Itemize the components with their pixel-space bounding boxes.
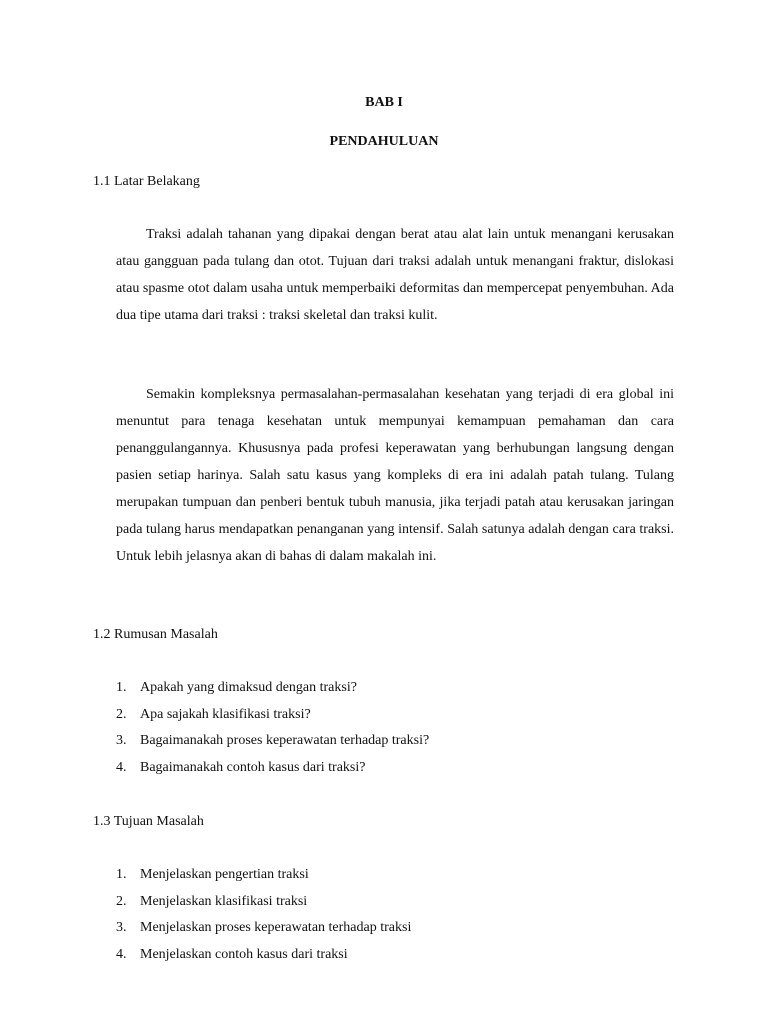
- chapter-heading: BAB I: [365, 95, 403, 110]
- chapter-title: PENDAHULUAN: [329, 134, 439, 149]
- section-heading-rumusan-masalah: 1.2 Rumusan Masalah: [93, 627, 218, 642]
- list-item: [116, 918, 411, 945]
- rumusan-masalah-list: [116, 678, 429, 784]
- tujuan-masalah-list: [116, 865, 411, 971]
- list-item-text: Apakah yang dimaksud dengan traksi?: [140, 680, 357, 695]
- list-item: [116, 945, 411, 972]
- section-heading-tujuan-masalah: 1.3 Tujuan Masalah: [93, 814, 204, 829]
- section-heading-latar-belakang: 1.1 Latar Belakang: [93, 174, 200, 189]
- list-item-text: Menjelaskan contoh kasus dari traksi: [140, 946, 348, 962]
- list-item-number: 2.: [116, 706, 127, 722]
- list-item-text: Menjelaskan proses keperawatan terhadap traksi: [140, 920, 412, 935]
- list-item: [116, 758, 429, 785]
- list-item-number: 2.: [116, 893, 127, 909]
- list-item-number: 1.: [116, 867, 127, 882]
- list-item-text: Menjelaskan pengertian traksi: [140, 867, 309, 882]
- list-item: [116, 731, 429, 758]
- list-item-number: 3.: [116, 733, 127, 748]
- list-item-number: 3.: [116, 920, 127, 935]
- list-item: [116, 678, 429, 705]
- list-item-text: Bagaimanakah contoh kasus dari traksi?: [140, 759, 366, 775]
- list-item-number: 4.: [116, 946, 127, 962]
- list-item: [116, 892, 411, 919]
- paragraph: Semakin kompleksnya permasalahan-permasalahan kesehatan yang terjadi di era global ini menuntut para tenaga kesehatan untuk mempunyai kemampuan pemahaman dan cara penanggulangannya. Khususnya pada profesi keperawatan yang berhubungan langsung dengan pasien setiap harinya. Salah satu kasus yang kompleks di era ini adalah patah tulang. Tulang merupakan tumpuan dan penberi bentuk tubuh manusia, jika terjadi patah atau kerusakan jaringan pada tulang harus mendapatkan penanganan yang intensif. Salah satunya adalah dengan cara traksi. Untuk lebih jelasnya akan di bahas di dalam makalah ini.: [116, 387, 674, 564]
- list-item-number: 1.: [116, 680, 127, 695]
- list-item-text: Apa sajakah klasifikasi traksi?: [140, 706, 311, 722]
- list-item: [116, 705, 429, 732]
- list-item-number: 4.: [116, 759, 127, 775]
- list-item-text: Menjelaskan klasifikasi traksi: [140, 893, 308, 909]
- list-item: [116, 865, 411, 892]
- paragraph: Traksi adalah tahanan yang dipakai dengan berat atau alat lain untuk menangani kerusakan atau gangguan pada tulang dan otot. Tujuan dari traksi adalah untuk menangani fraktur, dislokasi atau spasme otot dalam usaha untuk memperbaiki deformitas dan mempercepat penyembuhan. Ada dua tipe utama dari traksi : traksi skeletal dan traksi kulit.: [116, 227, 674, 323]
- list-item-text: Bagaimanakah proses keperawatan terhadap traksi?: [140, 733, 430, 748]
